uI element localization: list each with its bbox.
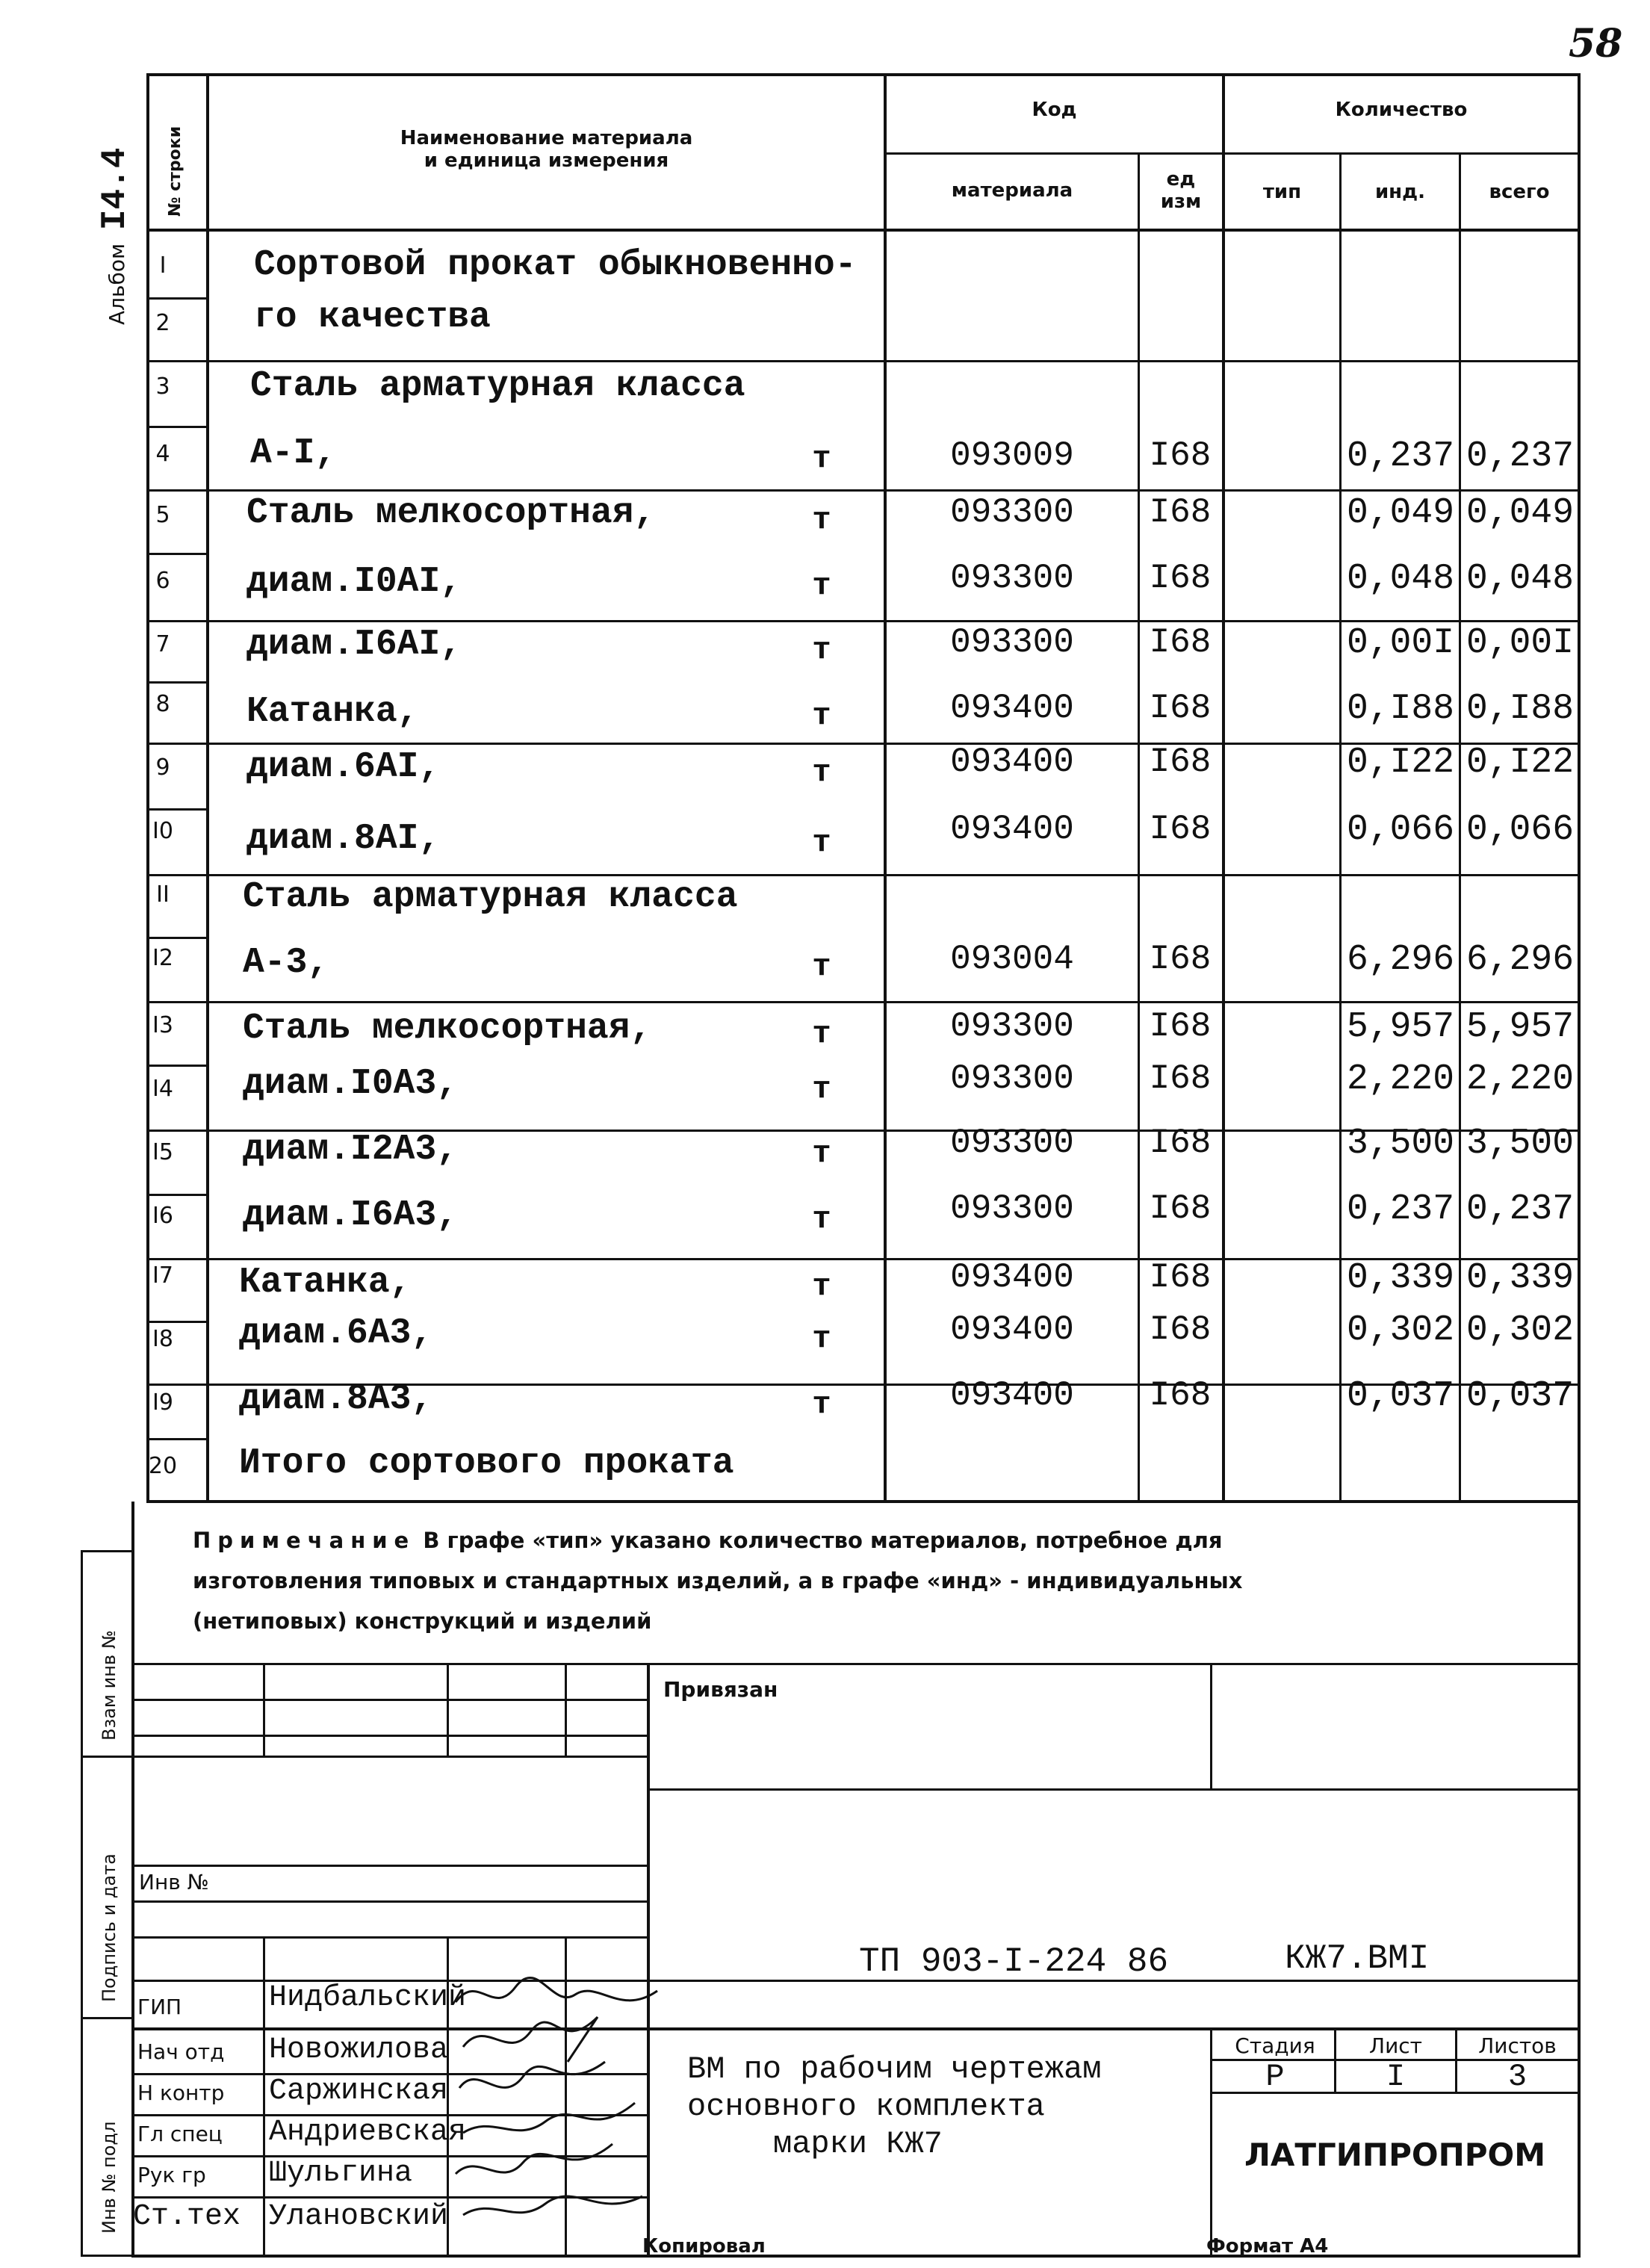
material-name: Итого сортового проката [239,1443,734,1484]
unit-cell: т [812,568,831,604]
project-code: ТП 903-I-224 86 [859,1942,1169,1981]
total-cell: 0,302 [1466,1310,1575,1351]
role-label: Гл спец [137,2122,223,2146]
ind-cell: 0,I22 [1346,743,1455,783]
page-number: 58 [1569,21,1623,66]
ind-cell: 0,049 [1346,493,1455,533]
ind-cell: 0,237 [1346,1189,1455,1230]
header-code: Код [1032,99,1077,121]
row-number: I0 [152,818,173,844]
material-name: Сталь мелкосортная, [243,1008,652,1049]
code-cell: 093004 [950,940,1074,979]
copied-label: Копировал [642,2235,766,2258]
inv-podl-label: Инв № подл [99,2121,120,2234]
material-name: диам.I2А3, [243,1130,459,1170]
material-name: го качества [254,297,491,338]
ind-cell: 0,302 [1346,1310,1455,1351]
code-cell: 093300 [950,1007,1074,1046]
ind-cell: 2,220 [1346,1059,1455,1100]
ind-cell: 0,339 [1346,1258,1455,1298]
row-number: I6 [152,1203,173,1229]
material-name: Сортовой прокат обыкновенно- [254,245,857,285]
total-cell: 0,339 [1466,1258,1575,1298]
header-qty-ind: инд. [1374,181,1426,203]
person-name: Нидбальский [269,1981,467,2015]
unit-code-cell: I68 [1149,1124,1212,1162]
unit-code-cell: I68 [1149,1189,1212,1228]
code-cell: 093400 [950,810,1074,849]
material-name: А-3, [243,943,329,983]
total-cell: 0,066 [1466,810,1575,850]
sheet-value: I [1386,2059,1406,2095]
row-number: 6 [155,568,170,594]
sheets-label: Листов [1478,2033,1557,2058]
ind-cell: 0,237 [1346,436,1455,477]
unit-code-cell: I68 [1149,1007,1212,1046]
material-name: А-I, [250,433,337,474]
material-name: диам.6А3, [239,1313,433,1354]
ind-cell: 0,I88 [1346,689,1455,729]
code-cell: 093300 [950,1124,1074,1162]
document-title: ВМ по рабочим чертежам основного комплекта марки КЖ7 [687,2051,1102,2162]
code-cell: 093300 [950,559,1074,598]
unit-code-cell: I68 [1149,940,1212,979]
note-title: Примечание [193,1528,416,1553]
person-name: Улановский [269,2200,449,2234]
role-label: Нач отд [137,2039,225,2064]
person-name: Шульгина [269,2157,413,2190]
ind-cell: 6,296 [1346,940,1455,980]
unit-code-cell: I68 [1149,1376,1212,1415]
header-quantity: Количество [1335,99,1468,121]
unit-cell: т [812,1071,831,1107]
header-qty-type: тип [1262,181,1302,203]
code-cell: 093400 [950,1258,1074,1297]
row-number: I [159,252,167,279]
unit-code-cell: I68 [1149,1258,1212,1297]
ind-cell: 3,500 [1346,1124,1455,1164]
material-name: Катанка, [246,692,419,732]
unit-code-cell: I68 [1149,559,1212,598]
total-cell: 0,I88 [1466,689,1575,729]
total-cell: 0,237 [1466,436,1575,477]
stage-value: Р [1265,2059,1285,2095]
unit-code-cell: I68 [1149,493,1212,532]
unit-code-cell: I68 [1149,1310,1212,1349]
role-label: Рук гр [137,2163,206,2187]
code-cell: 093400 [950,689,1074,728]
ind-cell: 5,957 [1346,1007,1455,1047]
organization-name: ЛАТГИПРОПРОМ [1244,2137,1546,2173]
row-number: 4 [155,441,170,467]
total-cell: 0,048 [1466,559,1575,599]
person-name: Саржинская [269,2075,449,2108]
ind-cell: 0,066 [1346,810,1455,850]
row-number: 2 [155,310,170,336]
material-name: диам.8А3, [239,1379,433,1419]
unit-code-cell: I68 [1149,810,1212,849]
ind-cell: 0,00I [1346,623,1455,663]
total-cell: 0,I22 [1466,743,1575,783]
header-code-material: материала [951,179,1073,202]
total-cell: 0,00I [1466,623,1575,663]
row-number: I4 [152,1076,173,1102]
row-number: II [156,882,170,908]
drawing-mark: КЖ7.ВМI [1285,1939,1430,1978]
signature-scribbles [448,1965,672,2256]
header-row-no: № строки [166,126,184,217]
unit-cell: т [812,1016,831,1052]
material-name: Сталь арматурная класса [250,366,745,406]
material-name: Сталь арматурная класса [243,877,738,917]
row-number: 7 [155,631,170,657]
inv-no-label: Инв № [139,1870,209,1894]
sheets-value: 3 [1507,2059,1528,2095]
header-qty-total: всего [1489,181,1550,203]
unit-cell: т [812,949,831,985]
total-cell: 0,237 [1466,1189,1575,1230]
person-name: Андриевская [269,2116,467,2149]
total-cell: 6,296 [1466,940,1575,980]
person-name: Новожилова [269,2033,449,2067]
unit-cell: т [812,441,831,477]
row-number: I8 [152,1326,173,1352]
unit-cell: т [812,1386,831,1422]
total-cell: 0,037 [1466,1376,1575,1416]
material-name: диам.I0А3, [243,1064,459,1104]
vzam-label: Взам инв № [99,1630,120,1741]
row-number: 9 [155,755,170,781]
stage-label: Стадия [1235,2033,1315,2058]
header-name: Наименование материала и единица измерения [400,127,693,172]
unit-cell: т [812,698,831,734]
unit-cell: т [812,825,831,861]
header-unit: ед изм [1160,168,1202,213]
privyazan-label: Привязан [663,1677,778,1702]
note-block: Примечание В графе «тип» указано количество материалов, потребное для изготовления типовых и стандартных изделий, а в графе «инд» - индивидуальных (нетиповых) конструкций и изделий [193,1528,1243,1634]
row-number: 8 [155,691,170,717]
role-label: Н контр [137,2080,225,2105]
material-name: диам.I6А3, [243,1195,459,1236]
total-cell: 3,500 [1466,1124,1575,1164]
sheet-label: Лист [1369,2033,1422,2058]
material-name: Сталь мелкосортная, [246,493,656,533]
unit-cell: т [812,502,831,538]
role-label: Ст.тех [133,2200,241,2234]
code-cell: 093300 [950,493,1074,532]
format-label: Формат А4 [1206,2235,1329,2258]
unit-cell: т [812,1201,831,1237]
material-name: диам.8АI, [246,819,441,859]
row-number: I5 [152,1139,173,1165]
code-cell: 093300 [950,1059,1074,1098]
row-number: I9 [152,1389,173,1416]
row-number: I2 [152,945,173,971]
unit-code-cell: I68 [1149,436,1212,475]
unit-cell: т [812,1321,831,1357]
unit-cell: т [812,1135,831,1171]
total-cell: 0,049 [1466,493,1575,533]
code-cell: 093400 [950,1376,1074,1415]
row-number: 3 [155,374,170,400]
code-cell: 093009 [950,436,1074,475]
ind-cell: 0,037 [1346,1376,1455,1416]
ind-cell: 0,048 [1346,559,1455,599]
unit-cell: т [812,755,831,790]
material-name: диам.I6АI, [246,625,462,665]
total-cell: 2,220 [1466,1059,1575,1100]
material-name: диам.6АI, [246,747,441,787]
unit-code-cell: I68 [1149,1059,1212,1098]
code-cell: 093400 [950,743,1074,781]
code-cell: 093300 [950,1189,1074,1228]
code-cell: 093300 [950,623,1074,662]
row-number: I3 [152,1012,173,1038]
row-number: 5 [155,502,170,528]
row-number: I7 [152,1262,173,1289]
unit-cell: т [812,632,831,668]
row-number: 20 [148,1453,178,1479]
material-name: диам.I0АI, [246,562,462,602]
code-cell: 093400 [950,1310,1074,1349]
podpis-label: Подпись и дата [99,1853,120,2002]
role-label: ГИП [137,1995,182,2019]
unit-code-cell: I68 [1149,743,1212,781]
material-name: Катанка, [239,1262,412,1303]
total-cell: 5,957 [1466,1007,1575,1047]
unit-code-cell: I68 [1149,623,1212,662]
unit-code-cell: I68 [1149,689,1212,728]
album-label: Альбом I4.4 [96,147,134,325]
unit-cell: т [812,1268,831,1304]
